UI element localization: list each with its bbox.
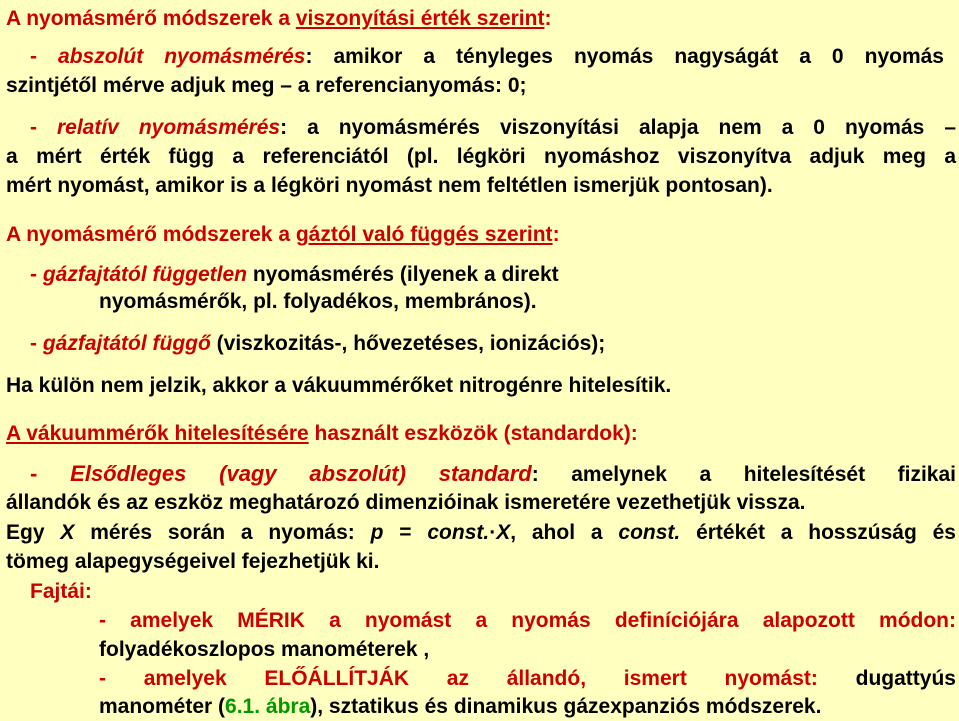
heading-underlined: A vákuummérők hitelesítésére (6, 422, 309, 445)
independent-desc-1: nyomásmérés (ilyenek a direkt (247, 263, 559, 286)
type2-text: az állandó, ismert nyomást: (409, 667, 856, 690)
section-heading-standards (6, 421, 638, 447)
eq-text: Egy (6, 521, 61, 544)
figure-reference-link[interactable]: 6.1. ábra (225, 695, 311, 718)
heading-underlined: gáztól való függés szerint (295, 223, 553, 246)
type1-text: - amelyek (99, 609, 238, 632)
term-relative: relatív nyomásmérés (56, 116, 281, 139)
eq-text: , ahol a (510, 521, 619, 544)
term-dependent: gázfajtától függő (42, 332, 211, 355)
type2-line2 (99, 694, 821, 720)
relative-item-line3: mért nyomást, amikor is a légköri nyomást nem feltétlen ismerjük pontosan). (6, 174, 773, 197)
equation-line1 (6, 520, 956, 546)
heading-colon: : (544, 7, 552, 30)
primary-standard-line1 (30, 461, 956, 488)
heading-text: A nyomásmérő módszerek a (6, 223, 296, 246)
relative-item-line2: a mért érték függ a referenciától (pl. légköri nyomáshoz viszonyítva adjuk meg a (6, 145, 956, 168)
eq-var-p: p (370, 521, 384, 544)
calibration-note: Ha külön nem jelzik, akkor a vákuummérőket nitrogénre hitelesítik. (6, 374, 672, 397)
dependent-desc: (viszkozitás-, hővezetéses, ionizációs); (210, 332, 606, 355)
bullet-dash: - (30, 116, 57, 139)
independent-item-line1 (30, 262, 559, 288)
type2-line1 (99, 666, 956, 692)
type2-text: manométer ( (99, 695, 226, 718)
eq-text: értékét a hosszúság és (680, 521, 956, 544)
types-label: Fajtái: (30, 580, 92, 603)
absolute-item-line1 (30, 44, 944, 70)
heading-text: használt eszközök (standardok): (308, 422, 638, 445)
independent-item-line2: nyomásmérők, pl. folyadékos, membrános). (99, 290, 537, 313)
eq-var-x: X (496, 521, 511, 544)
relative-desc-1: : a nyomásmérés viszonyítási alapja nem a 0 nyomás – (280, 116, 956, 139)
bullet-dash: - (30, 461, 71, 486)
section-heading-gas-dependence (6, 222, 560, 248)
term-independent: gázfajtától független (42, 263, 247, 286)
heading-text: A nyomásmérő módszerek a (6, 7, 296, 30)
eq-text: mérés során a nyomás: (74, 521, 371, 544)
type1-text: a nyomást a nyomás definíciójára alapozott módon: (304, 609, 956, 632)
type2-text: - amelyek (99, 667, 265, 690)
bullet-dash: - (30, 263, 43, 286)
eq-dot: · (489, 521, 497, 544)
absolute-desc-1: : amikor a tényleges nyomás nagyságát a 0 nyomás (305, 45, 944, 68)
heading-colon: : (552, 223, 560, 246)
dependent-item (30, 331, 605, 357)
eq-const: const. (618, 521, 681, 544)
primary-desc-1: : amelynek a hitelesítését fizikai (531, 463, 956, 486)
eq-var-x: X (60, 521, 75, 544)
absolute-item-line2: szintjétől mérve adjuk meg – a referencianyomás: 0; (6, 74, 527, 97)
heading-underlined: viszonyítási érték szerint (295, 7, 545, 30)
bullet-dash: - (30, 332, 43, 355)
primary-standard-line2: állandók és az eszköz meghatározó dimenzióinak ismeretére vezethetjük vissza. (6, 491, 806, 514)
type2-piston: dugattyús (855, 667, 956, 690)
type1-keyword: MÉRIK (237, 609, 305, 632)
type1-line2: folyadékoszlopos manométerek , (99, 638, 430, 661)
term-primary-standard: Elsődleges (vagy abszolút) standard (70, 461, 532, 486)
bullet-dash: - (30, 45, 59, 68)
section-heading-comparison (6, 6, 551, 32)
equation-line2: tömeg alapegységeivel fejezhetjük ki. (6, 550, 380, 573)
eq-const: const. (427, 521, 490, 544)
term-absolute: abszolút nyomásmérés (58, 45, 306, 68)
type2-text: ), sztatikus és dinamikus gázexpanziós módszerek. (310, 695, 822, 718)
type1-line1 (99, 608, 956, 634)
eq-equals: = (383, 521, 428, 544)
type2-keyword: ELŐÁLLÍTJÁK (264, 667, 410, 690)
relative-item-line1 (30, 115, 956, 141)
